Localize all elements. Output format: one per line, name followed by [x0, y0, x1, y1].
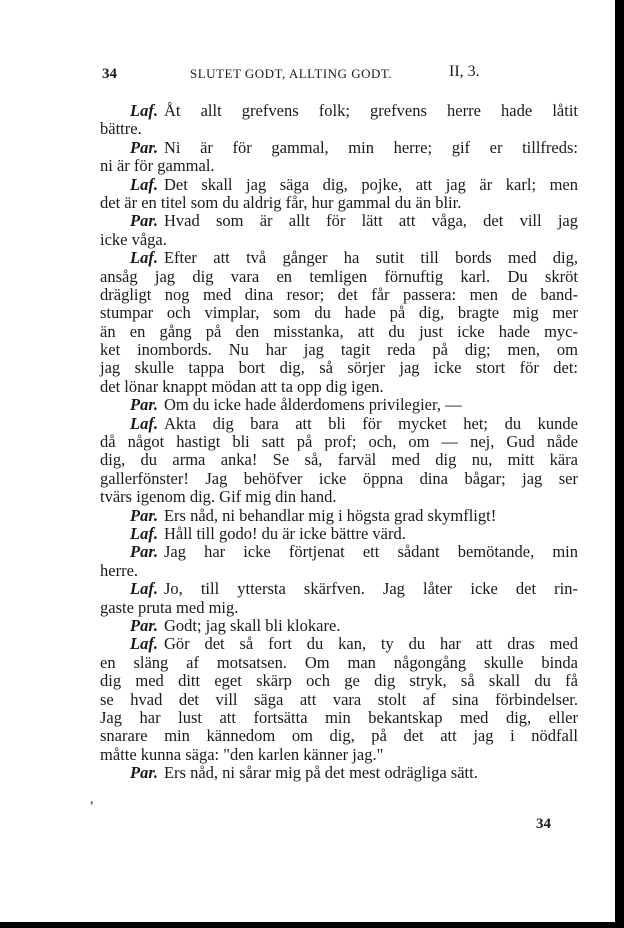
speech-line [100, 672, 578, 690]
speech-text: Jag har lust att fortsätta min bekantskap med dig, eller [100, 707, 578, 727]
speech-text: Ers nåd, ni sårar mig på det mest odrägliga sätt. [163, 763, 478, 783]
speech-text: det är en titel som du aldrig får, hur gammal du än blir. [100, 192, 462, 212]
speech-text: Åt allt grefvens folk; grefvens herre hade låtit [163, 101, 578, 120]
speech-text: Hvad som är allt för lätt att våga, det vill jag [163, 211, 578, 231]
speaker-name: Laf. [130, 523, 158, 543]
speech-text: gaste pruta med mig. [100, 597, 239, 617]
speaker-name: Par. [130, 505, 158, 525]
speech-text: än en gång på den misstanka, att du just icke hade myc- [100, 321, 578, 341]
speech-text: Gör det så fort du kan, ty du har att dras med [163, 634, 578, 654]
speaker-name: Laf. [130, 248, 158, 268]
speech-first-line [100, 525, 578, 543]
act-scene-marker: II, 3. [449, 63, 480, 80]
speech-text: måtte kunna säga: "den karlen känner jag." [100, 744, 384, 764]
speech-text: tvärs igenom dig. Gif mig din hand. [100, 487, 337, 507]
speech-text: Håll till godo! du är icke bättre värd. [163, 523, 406, 543]
speaker-name: Par. [130, 211, 158, 231]
margin-mark: , [90, 792, 94, 807]
scan-edge-right [615, 0, 624, 928]
speech-text: Om du icke hade ålderdomens privilegier, — [163, 395, 462, 415]
speech-text: då något hastigt bli satt på prof; och, om — nej, Gud nåde [100, 432, 578, 452]
speech-line [100, 341, 578, 359]
speech-line [100, 654, 578, 672]
speaker-name: Laf. [130, 174, 158, 194]
header-page-number: 34 [102, 66, 117, 82]
speech-line [100, 691, 578, 709]
speech-first-line [100, 580, 578, 598]
speaker-name: Laf. [130, 413, 158, 433]
speech-first-line [100, 249, 578, 267]
speech-text: se hvad det vill säga att vara stolt af sina förbindelser. [100, 689, 578, 709]
speech-first-line [100, 635, 578, 653]
speech-text: jag skulle tappa bort dig, så sörjer jag icke stort för det: [100, 358, 578, 378]
speech-text: bättre. [100, 119, 142, 139]
speech-line [100, 120, 578, 138]
speech-line [100, 323, 578, 341]
speech-first-line [100, 507, 578, 525]
speech-text: icke våga. [100, 229, 167, 249]
speech-line [100, 746, 578, 764]
speech-text: dig med ditt eget skärp och ge dig stryk, så skall du få [100, 671, 578, 691]
speech-text: Ers nåd, ni behandlar mig i högsta grad skymfligt! [163, 505, 497, 525]
speech-text: snarare min kännedom om dig, på det att jag i nödfall [100, 726, 578, 746]
speech-text: ansåg jag dig vara en temligen förnuftig karl. Du skröt [100, 266, 578, 286]
speech-line [100, 268, 578, 286]
speaker-name: Par. [130, 763, 158, 783]
speech-first-line [100, 543, 578, 561]
speech-text: gallerfönster! Jag behöfver icke öppna dina bågar; jag ser [100, 468, 578, 488]
speech-line [100, 304, 578, 322]
speech-line [100, 194, 578, 212]
speech-text: drägligt nog med dina resor; det får passera: men de band- [100, 284, 578, 304]
speaker-name: Laf. [130, 101, 158, 120]
speech-line [100, 451, 578, 469]
speech-line [100, 433, 578, 451]
speech-line [100, 599, 578, 617]
speech-line [100, 470, 578, 488]
speech-text: ni är för gammal. [100, 156, 215, 176]
speech-text: Ni är för gammal, min herre; gif er tillfreds: [163, 137, 578, 157]
speech-text: dig, du arma anka! Se så, farväl med dig nu, mitt kära [100, 450, 578, 470]
speaker-name: Par. [130, 137, 158, 157]
speech-text: herre. [100, 560, 139, 580]
speech-text: Godt; jag skall bli klokare. [163, 615, 341, 635]
speech-text: en släng af motsatsen. Om man någongång skulle binda [100, 652, 578, 672]
speech-text: Jo, till yttersta skärfven. Jag låter icke det rin- [163, 579, 578, 599]
speech-line [100, 727, 578, 745]
speaker-name: Laf. [130, 634, 158, 654]
speaker-name: Par. [130, 615, 158, 635]
speech-line [100, 286, 578, 304]
speech-first-line [100, 764, 578, 782]
dialogue-body [100, 102, 578, 782]
speech-text: det lönar knappt mödan att ta opp dig igen. [100, 376, 384, 396]
speech-line [100, 709, 578, 727]
speech-text: Jag har icke förtjenat ett sådant bemötande, min [163, 542, 578, 562]
speech-first-line [100, 102, 578, 120]
speech-line [100, 562, 578, 580]
speaker-name: Par. [130, 542, 158, 562]
running-title: SLUTET GODT, ALLTING GODT. [190, 66, 393, 81]
footer-signature-number: 34 [536, 816, 551, 832]
speech-first-line [100, 212, 578, 230]
speech-text: Efter att två gånger ha sutit till bords med dig, [163, 248, 578, 268]
speech-line [100, 231, 578, 249]
speaker-name: Par. [130, 395, 158, 415]
scan-edge-bottom [0, 922, 624, 928]
speaker-name: Laf. [130, 579, 158, 599]
speech-first-line [100, 617, 578, 635]
speech-line [100, 359, 578, 377]
speech-line [100, 378, 578, 396]
speech-text: ket inombords. Nu har jag tagit reda på dig; men, om [100, 340, 578, 360]
speech-text: stumpar och vimplar, som du hade på dig, bragte mig mer [100, 303, 578, 323]
speech-line [100, 157, 578, 175]
speech-text: Akta dig bara att bli för mycket het; du kunde [163, 413, 578, 433]
speech-first-line [100, 139, 578, 157]
speech-first-line [100, 396, 578, 414]
speech-text: Det skall jag säga dig, pojke, att jag är karl; men [163, 174, 578, 194]
speech-first-line [100, 176, 578, 194]
speech-first-line [100, 415, 578, 433]
speech-line [100, 488, 578, 506]
